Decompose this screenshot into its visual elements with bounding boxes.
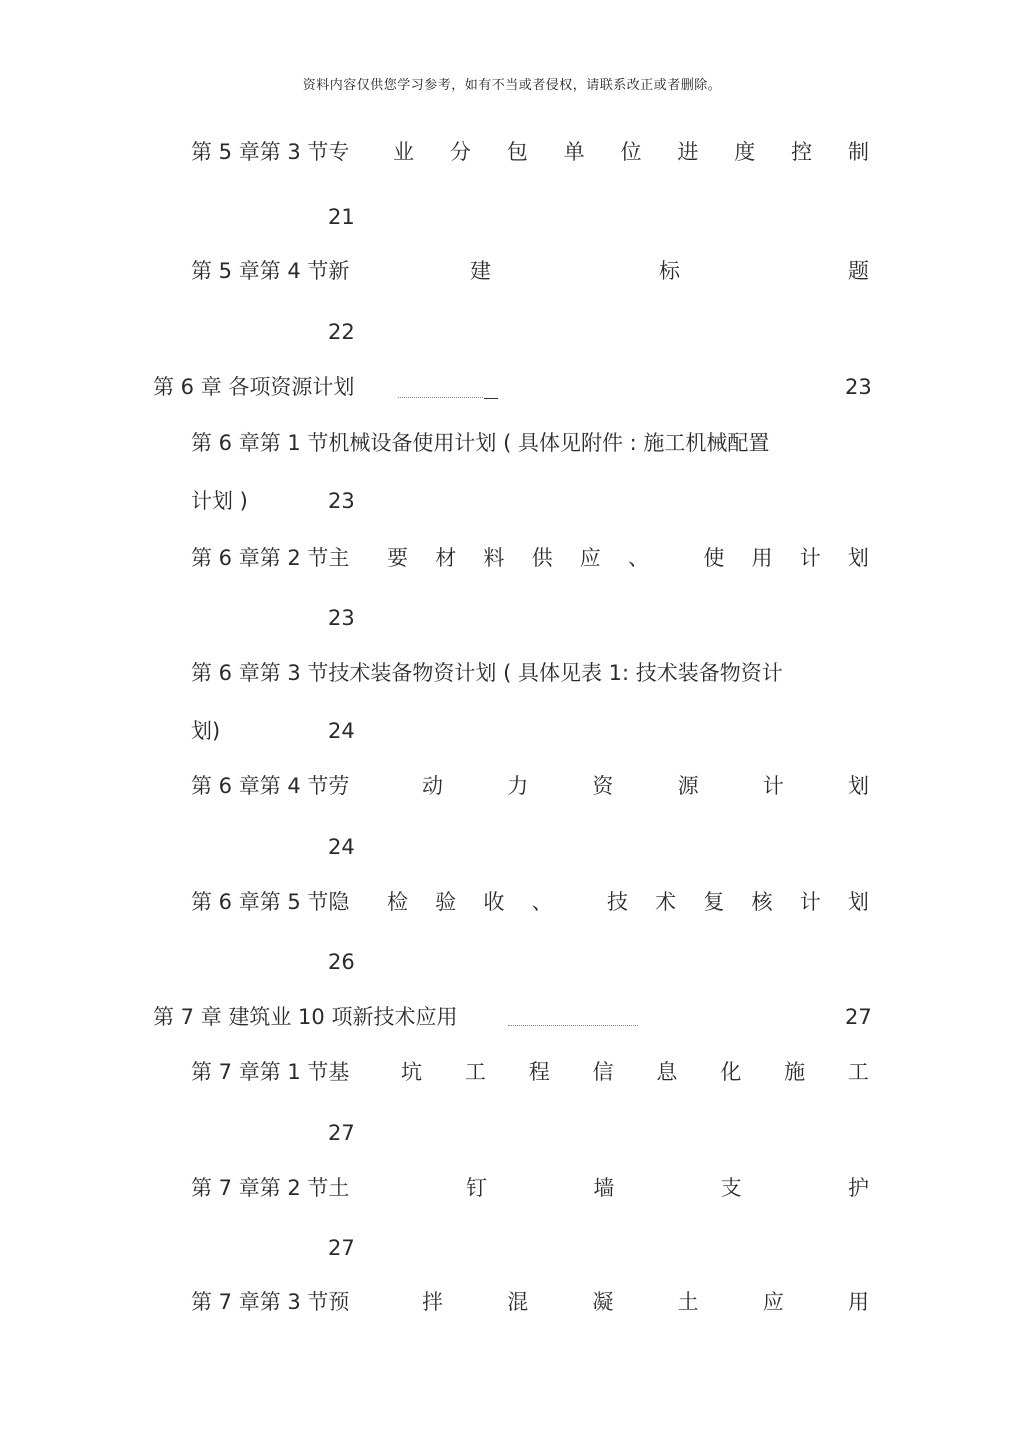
title-char: 源 — [677, 774, 699, 798]
title-char: 技 — [606, 890, 628, 914]
title-char: 拌 — [422, 1290, 443, 1314]
title-char: 应 — [762, 1290, 784, 1314]
title-char: 土 — [677, 1290, 699, 1314]
title-char: 计 — [799, 890, 821, 914]
toc-entry-5-4-prefix[interactable]: 第 5 章第 4 节新 — [191, 259, 350, 283]
toc-entry-7-2-title[interactable] — [466, 1174, 869, 1202]
title-char: 、 — [531, 890, 553, 914]
title-char: 业 — [393, 140, 414, 164]
toc-entry-6-2-title[interactable] — [387, 544, 869, 572]
title-char: 用 — [751, 546, 773, 570]
title-char: 力 — [507, 774, 529, 798]
title-char: 计 — [762, 774, 784, 798]
title-char: 程 — [528, 1060, 550, 1084]
toc-entry-7-3-title[interactable] — [422, 1288, 869, 1316]
toc-chapter-6-page: 23 — [845, 375, 872, 399]
title-char: 单 — [563, 140, 585, 164]
title-char: 划 — [847, 890, 869, 914]
toc-entry-7-1-page: 27 — [328, 1121, 355, 1145]
title-char: 墙 — [593, 1176, 615, 1200]
title-char: 收 — [483, 890, 505, 914]
leader-dots — [508, 1025, 638, 1026]
title-char: 划 — [847, 774, 869, 798]
title-char: 施 — [784, 1060, 806, 1084]
toc-entry-6-1-page: 23 — [328, 489, 355, 513]
title-char: 位 — [620, 140, 642, 164]
title-char: 度 — [734, 140, 756, 164]
title-char: 坑 — [401, 1060, 422, 1084]
title-char: 核 — [751, 890, 773, 914]
toc-entry-5-4-page: 22 — [328, 320, 355, 344]
title-char: 供 — [531, 546, 553, 570]
title-char: 进 — [677, 140, 699, 164]
title-char: 材 — [435, 546, 457, 570]
title-char: 控 — [791, 140, 813, 164]
title-char: 护 — [847, 1176, 869, 1200]
toc-entry-6-4-title[interactable] — [422, 772, 869, 800]
title-char: 划 — [847, 546, 869, 570]
toc-entry-7-2-prefix[interactable]: 第 7 章第 2 节土 — [191, 1176, 350, 1200]
toc-entry-5-3-prefix[interactable]: 第 5 章第 3 节专 — [191, 140, 350, 164]
toc-entry-6-2-prefix[interactable]: 第 6 章第 2 节主 — [191, 546, 350, 570]
toc-entry-6-1-line2[interactable]: 计划 ) — [191, 489, 248, 513]
title-char: 要 — [387, 546, 408, 570]
title-char: 凝 — [592, 1290, 614, 1314]
toc-entry-6-3-line2[interactable]: 划) — [191, 719, 221, 743]
title-char: 术 — [655, 890, 677, 914]
toc-entry-6-4-page: 24 — [328, 835, 355, 859]
toc-entry-7-1-title[interactable] — [401, 1058, 869, 1086]
title-char: 应 — [579, 546, 601, 570]
title-char: 支 — [720, 1176, 742, 1200]
title-char: 信 — [592, 1060, 614, 1084]
leader-dots — [398, 397, 483, 398]
copyright-notice: 资料内容仅供您学习参考，如有不当或者侵权，请联系改正或者删除。 — [302, 78, 722, 93]
toc-entry-5-4-title[interactable] — [470, 257, 869, 285]
toc-entry-6-2-page: 23 — [328, 606, 355, 630]
toc-chapter-6-title[interactable]: 第 6 章 各项资源计划 — [153, 375, 355, 399]
title-char: 化 — [720, 1060, 742, 1084]
leader-dash — [484, 398, 498, 399]
title-char: 钉 — [466, 1176, 487, 1200]
title-char: 用 — [847, 1290, 869, 1314]
toc-entry-6-1-line1[interactable]: 第 6 章第 1 节机械设备使用计划 ( 具体见附件 : 施工机械配置 — [191, 431, 770, 455]
title-char: 息 — [656, 1060, 678, 1084]
toc-entry-7-2-page: 27 — [328, 1236, 355, 1260]
title-char: 工 — [464, 1060, 486, 1084]
toc-entry-7-1-prefix[interactable]: 第 7 章第 1 节基 — [191, 1060, 350, 1084]
title-char: 标 — [659, 259, 680, 283]
title-char: 题 — [848, 259, 869, 283]
toc-chapter-7-title[interactable]: 第 7 章 建筑业 10 项新技术应用 — [153, 1005, 458, 1029]
title-char: 使 — [703, 546, 725, 570]
title-char: 建 — [470, 259, 491, 283]
toc-entry-6-5-page: 26 — [328, 950, 355, 974]
toc-entry-6-5-prefix[interactable]: 第 6 章第 5 节隐 — [191, 890, 350, 914]
toc-entry-5-3-title[interactable] — [393, 138, 869, 166]
toc-entry-6-3-page: 24 — [328, 719, 355, 743]
title-char: 复 — [703, 890, 725, 914]
title-char: 制 — [848, 140, 869, 164]
toc-entry-6-4-prefix[interactable]: 第 6 章第 4 节劳 — [191, 774, 350, 798]
title-char: 资 — [592, 774, 614, 798]
title-char: 包 — [506, 140, 528, 164]
toc-entry-6-3-line1[interactable]: 第 6 章第 3 节技术装备物资计划 ( 具体见表 1: 技术装备物资计 — [191, 661, 783, 685]
toc-entry-6-5-title[interactable] — [387, 888, 869, 916]
title-char: 动 — [422, 774, 443, 798]
title-char: 检 — [387, 890, 408, 914]
title-char: 、 — [627, 546, 649, 570]
toc-entry-7-3-prefix[interactable]: 第 7 章第 3 节预 — [191, 1290, 350, 1314]
toc-chapter-7-page: 27 — [845, 1005, 872, 1029]
title-char: 料 — [483, 546, 505, 570]
title-char: 计 — [799, 546, 821, 570]
title-char: 混 — [507, 1290, 529, 1314]
title-char: 验 — [435, 890, 457, 914]
title-char: 工 — [847, 1060, 869, 1084]
title-char: 分 — [449, 140, 471, 164]
toc-entry-5-3-page: 21 — [328, 205, 355, 229]
